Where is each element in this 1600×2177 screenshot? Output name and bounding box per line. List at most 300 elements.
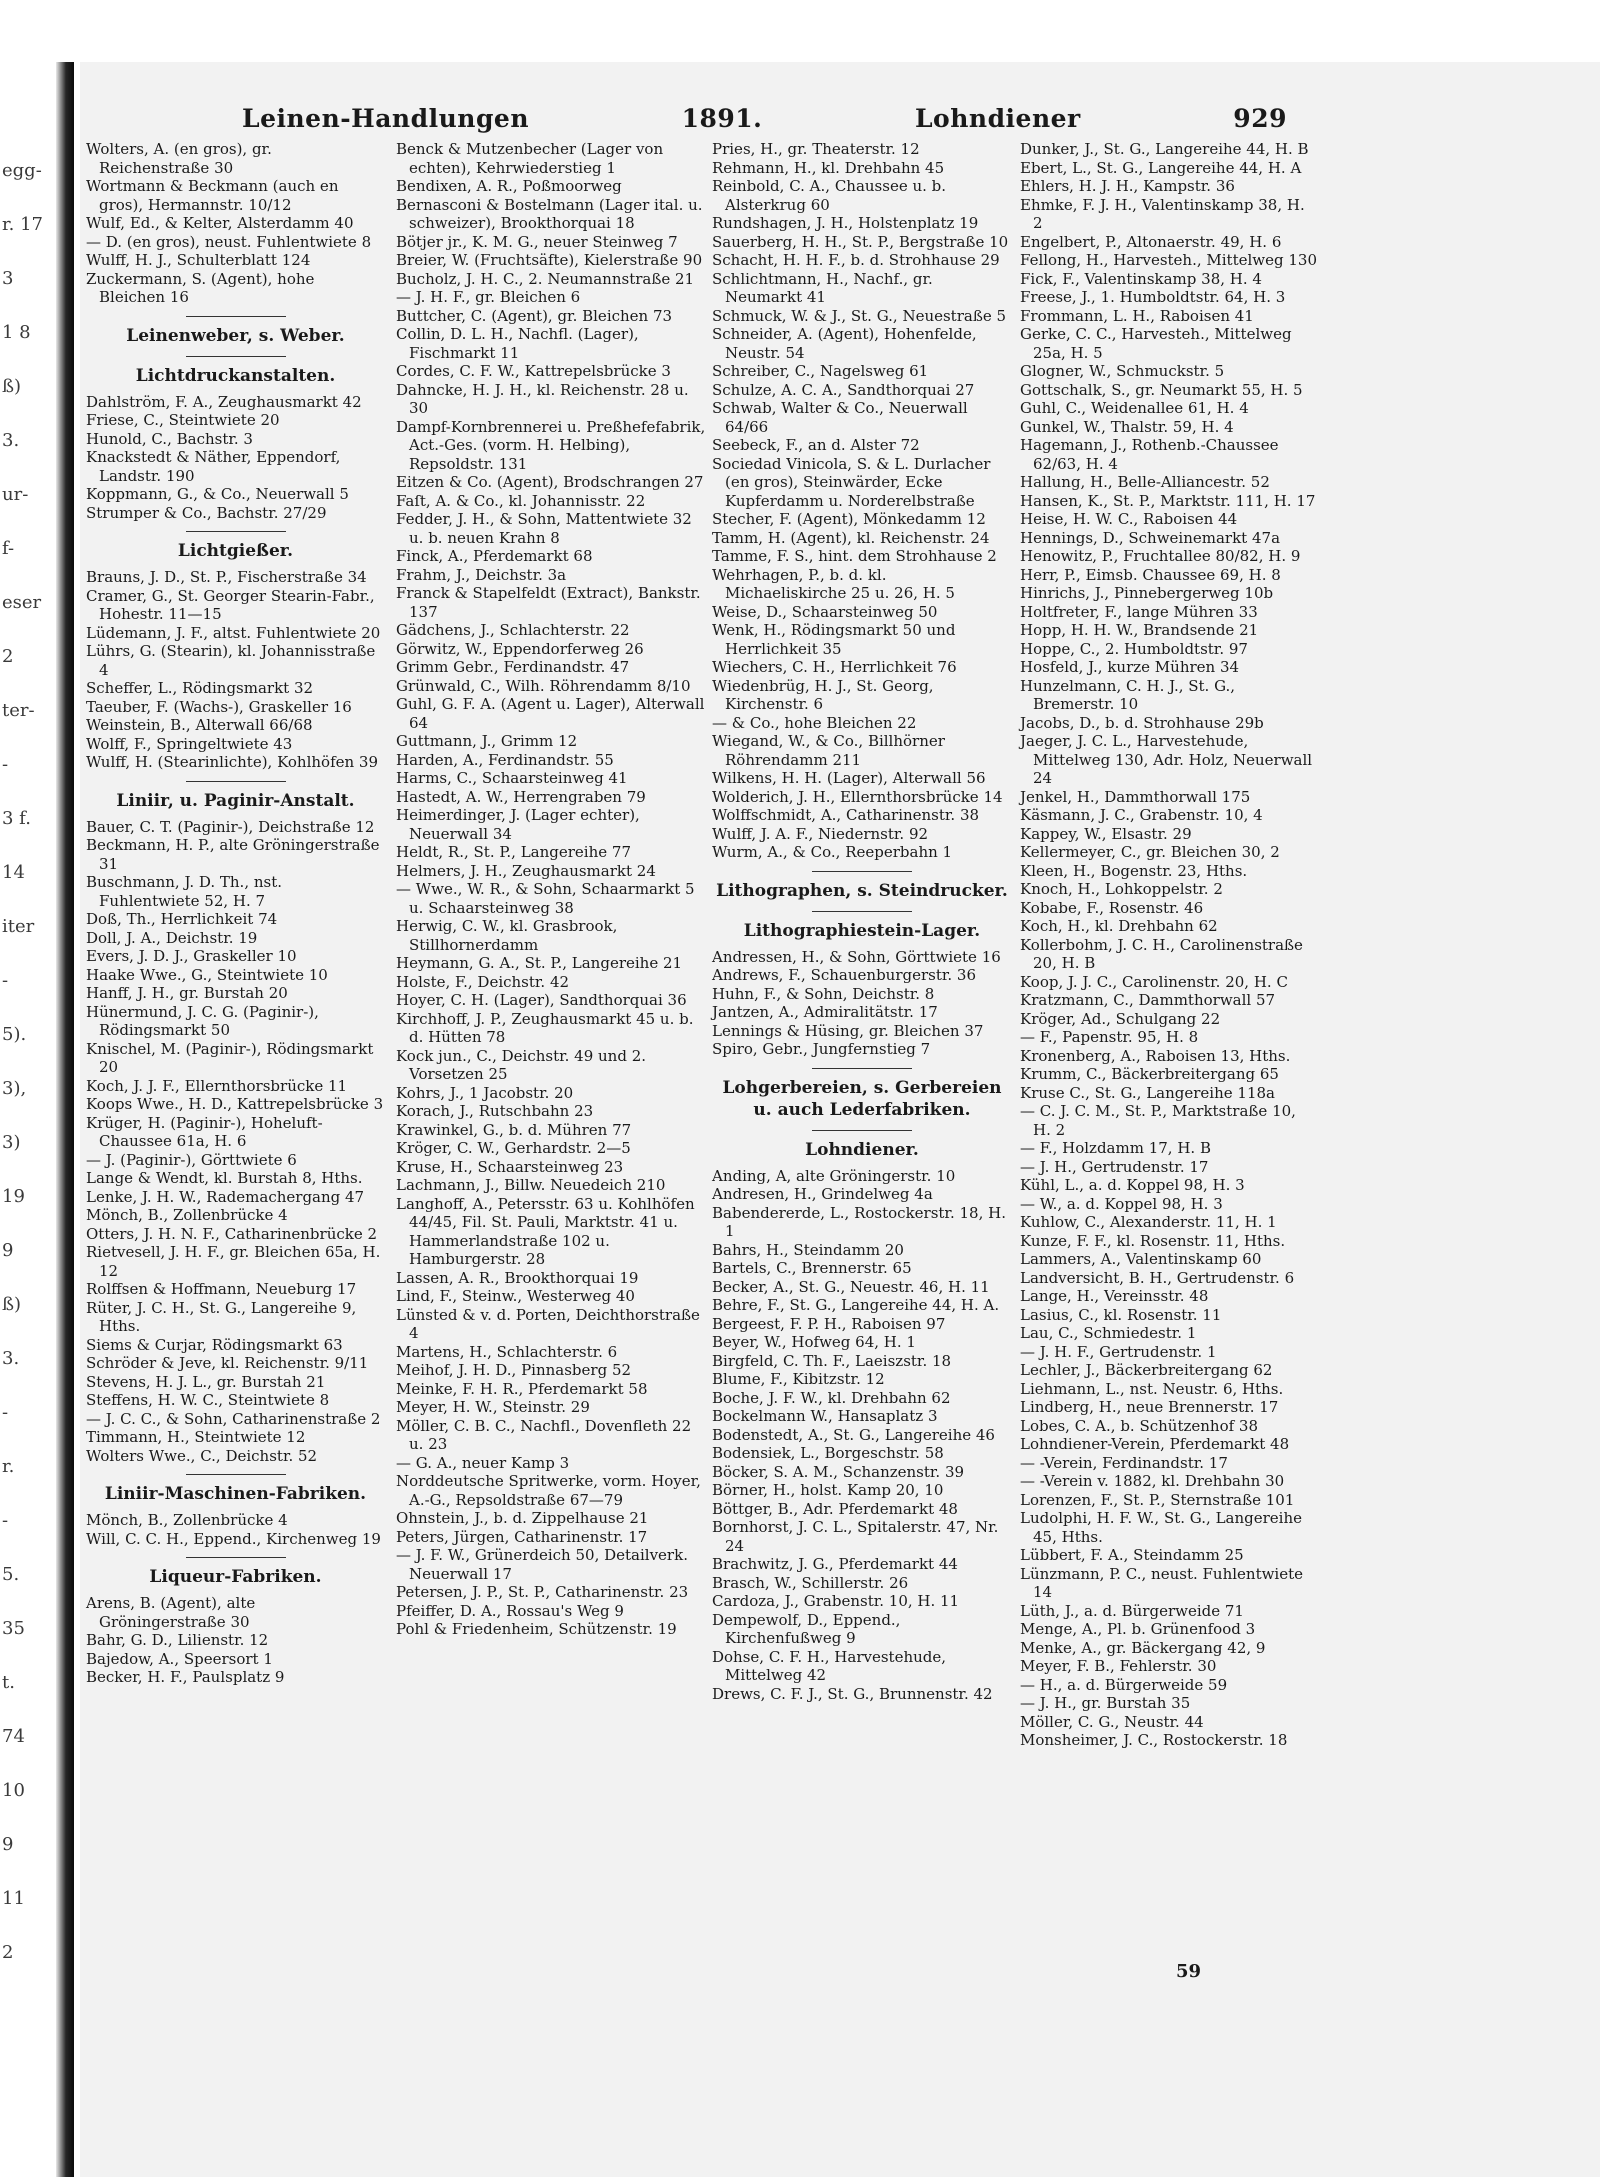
directory-entry: Menke, A., gr. Bäckergang 42, 9 <box>1020 1638 1266 1657</box>
directory-entry: Lenke, J. H. W., Rademachergang 47 <box>86 1187 365 1206</box>
directory-entry: Fellong, H., Harvesteh., Mittelweg 130 <box>1020 251 1317 269</box>
directory-entry: Bernasconi & Bostelmann (Lager ital. u. schweizer), Brookthorquai 18 <box>396 195 703 232</box>
directory-entry: Timmann, H., Steintwiete 12 <box>86 1428 306 1446</box>
column-1 <box>86 140 385 1687</box>
directory-entry: Norddeutsche Spritwerke, vorm. Hoyer, A.-G., Repsoldstraße 67—79 <box>396 1472 701 1509</box>
directory-entry: Knischel, M. (Paginir-), Rödingsmarkt 20 <box>86 1039 374 1076</box>
gutter-fragment: 9 <box>2 1240 14 1261</box>
directory-entry: Seebeck, F., an d. Alster 72 <box>712 436 920 454</box>
directory-entry: Mönch, B., Zollenbrücke 4 <box>86 1511 288 1529</box>
directory-entry: Kellermeyer, C., gr. Bleichen 30, 2 <box>1020 843 1280 861</box>
section-heading: Lohndiener. <box>805 1139 919 1160</box>
directory-entry: Hennings, D., Schweinemarkt 47a <box>1020 528 1281 547</box>
gutter-fragment: 3 <box>2 268 14 289</box>
directory-entry: Möller, C. B. C., Nachfl., Dovenfleth 22 u. 23 <box>396 1416 692 1453</box>
directory-entry: Görwitz, W., Eppendorferweg 26 <box>396 639 644 658</box>
directory-entry: Lassen, A. R., Brookthorquai 19 <box>396 1268 639 1287</box>
directory-entry: Meyer, F. B., Fehlerstr. 30 <box>1020 1657 1217 1675</box>
directory-entry: Ohnstein, J., b. d. Zippelhause 21 <box>396 1509 649 1527</box>
gutter-fragment: 2 <box>2 1942 14 1963</box>
section-divider <box>186 1474 286 1475</box>
directory-entry: Lorenzen, F., St. P., Sternstraße 101 <box>1020 1490 1295 1509</box>
directory-entry: Benck & Mutzenbecher (Lager von echten), Kehrwiederstieg 1 <box>396 140 664 177</box>
directory-entry: Brachwitz, J. G., Pferdemarkt 44 <box>712 1555 958 1573</box>
directory-entry: Bockelmann W., Hansaplatz 3 <box>712 1407 938 1425</box>
directory-entry: Krumm, C., Bäckerbreitergang 65 <box>1020 1065 1279 1083</box>
directory-entry: Helmers, J. H., Zeughausmarkt 24 <box>396 861 656 880</box>
directory-entry: — J. H. F., gr. Bleichen 6 <box>396 288 581 306</box>
directory-entry: Jenkel, H., Dammthorwall 175 <box>1020 787 1251 806</box>
directory-entry: Hinrichs, J., Pinnebergerweg 10b <box>1020 584 1274 602</box>
section-heading: Lichtgießer. <box>177 541 294 561</box>
sheet-number: 59 <box>1176 1961 1202 1982</box>
directory-entry: Bodenstedt, A., St. G., Langereihe 46 <box>712 1425 995 1444</box>
directory-entry: Brauns, J. D., St. P., Fischerstraße 34 <box>86 568 367 586</box>
directory-entry: Frahm, J., Deichstr. 3a <box>396 565 567 584</box>
gutter-fragment: ß) <box>2 1294 22 1315</box>
directory-entry: Bötjer jr., K. M. G., neuer Steinweg 7 <box>396 232 678 251</box>
gutter-fragment: 35 <box>2 1618 25 1639</box>
directory-entry: Andresen, H., Grindelweg 4a <box>712 1185 933 1203</box>
directory-entry: Harms, C., Schaarsteinweg 41 <box>396 769 628 787</box>
directory-entry: Schneider, A. (Agent), Hohenfelde, Neustr. 54 <box>712 325 977 362</box>
directory-entry: Kohrs, J., 1 Jacobstr. 20 <box>396 1083 574 1102</box>
directory-entry: Schröder & Jeve, kl. Reichenstr. 9/11 <box>86 1354 369 1372</box>
directory-entry: Dahlström, F. A., Zeughausmarkt 42 <box>86 392 362 411</box>
directory-entry: Böcker, S. A. M., Schanzenstr. 39 <box>712 1462 965 1481</box>
directory-entry: Haake Wwe., G., Steintwiete 10 <box>86 965 328 984</box>
directory-entry: Hastedt, A. W., Herrengraben 79 <box>396 787 646 806</box>
section-divider <box>186 356 286 357</box>
directory-entry: Strumper & Co., Bachstr. 27/29 <box>86 503 327 522</box>
directory-entry: Evers, J. D. J., Graskeller 10 <box>86 947 297 965</box>
directory-entry: Freese, J., 1. Humboldtstr. 64, H. 3 <box>1020 288 1286 306</box>
directory-entry: Kronenberg, A., Raboisen 13, Hths. <box>1020 1046 1291 1065</box>
directory-entry: Dohse, C. F. H., Harvestehude, Mittelweg 42 <box>712 1647 947 1684</box>
directory-entry: Lammers, A., Valentinskamp 60 <box>1020 1250 1262 1268</box>
directory-entry: Menge, A., Pl. b. Grünenfood 3 <box>1020 1620 1256 1638</box>
directory-entry: Buttcher, C. (Agent), gr. Bleichen 73 <box>396 306 673 325</box>
directory-entry: Bartels, C., Brennerstr. 65 <box>712 1259 912 1277</box>
directory-entry: Siems & Curjar, Rödingsmarkt 63 <box>86 1335 343 1354</box>
gutter-fragment: 19 <box>2 1186 25 1207</box>
directory-entry: Kollerbohm, J. C. H., Carolinenstraße 20, H. B <box>1020 935 1303 972</box>
directory-entry: Gottschalk, S., gr. Neumarkt 55, H. 5 <box>1020 380 1303 399</box>
directory-entry: Huhn, F., & Sohn, Deichstr. 8 <box>712 984 935 1003</box>
directory-entry: Meihof, J. H. D., Pinnasberg 52 <box>396 1361 632 1379</box>
directory-entry: Wolters, A. (en gros), gr. Reichenstraße 30 <box>86 140 272 177</box>
directory-entry: — F., Papenstr. 95, H. 8 <box>1020 1028 1199 1046</box>
directory-entry: Koops Wwe., H. D., Kattrepelsbrücke 3 <box>86 1095 384 1113</box>
directory-entry: Krüger, H. (Paginir-), Hoheluft-Chaussee 61a, H. 6 <box>86 1113 323 1150</box>
section-divider <box>186 531 286 532</box>
directory-entry: Bodensiek, L., Borgeschstr. 58 <box>712 1444 944 1462</box>
directory-entry: Lübbert, F. A., Steindamm 25 <box>1020 1546 1244 1564</box>
directory-entry: Breier, W. (Fruchtsäfte), Kielerstraße 90 <box>396 251 703 269</box>
directory-entry: — J. H., gr. Burstah 35 <box>1020 1694 1191 1712</box>
directory-entry: Jacobs, D., b. d. Strohhause 29b <box>1020 713 1264 732</box>
previous-page-gutter <box>0 0 56 2177</box>
directory-entry: Weise, D., Schaarsteinweg 50 <box>712 602 938 621</box>
directory-entry: Rundshagen, J. H., Holstenplatz 19 <box>712 214 979 232</box>
directory-entry: Möller, C. G., Neustr. 44 <box>1020 1712 1204 1731</box>
directory-entry: Wilkens, H. H. (Lager), Alterwall 56 <box>712 769 986 787</box>
gutter-fragment: 3. <box>2 430 20 451</box>
directory-entry: Rietvesell, J. H. F., gr. Bleichen 65a, H. 12 <box>86 1243 381 1280</box>
gutter-fragment: - <box>2 1510 9 1531</box>
directory-entry: — C. J. C. M., St. P., Marktstraße 10, H. 2 <box>1020 1102 1296 1139</box>
header-page-number: 929 <box>1233 104 1287 133</box>
directory-entry: Koppmann, G., & Co., Neuerwall 5 <box>86 485 349 503</box>
directory-entry: — J. C. C., & Sohn, Catharinenstraße 2 <box>86 1409 381 1428</box>
directory-entry: — -Verein, Ferdinandstr. 17 <box>1020 1453 1228 1472</box>
directory-entry: — J. H. F., Gertrudenstr. 1 <box>1020 1342 1217 1361</box>
directory-entry: Grünwald, C., Wilh. Röhrendamm 8/10 <box>396 676 691 695</box>
directory-entry: Lachmann, J., Billw. Neuedeich 210 <box>396 1176 666 1194</box>
directory-entry: Wolff, F., Springeltwiete 43 <box>86 734 293 753</box>
directory-entry: Gerke, C. C., Harvesteh., Mittelweg 25a, H. 5 <box>1020 325 1292 362</box>
directory-entry: Wortmann & Beckmann (auch en gros), Hermannstr. 10/12 <box>86 177 339 214</box>
directory-entry: Beckmann, H. P., alte Gröningerstraße 31 <box>86 836 380 873</box>
directory-entry: Stevens, H. J. L., gr. Burstah 21 <box>86 1372 326 1391</box>
gutter-fragment: 11 <box>2 1888 25 1909</box>
directory-entry: Will, C. C. H., Eppend., Kirchenweg 19 <box>86 1529 381 1548</box>
directory-entry: Gunkel, W., Thalstr. 59, H. 4 <box>1020 417 1234 436</box>
directory-entry: Wolderich, J. H., Ellernthorsbrücke 14 <box>712 787 1003 806</box>
gutter-fragment: 3. <box>2 1348 20 1369</box>
directory-entry: Monsheimer, J. C., Rostockerstr. 18 <box>1020 1731 1288 1749</box>
gutter-fragment: 5. <box>2 1564 20 1585</box>
directory-entry: Fick, F., Valentinskamp 38, H. 4 <box>1020 269 1262 288</box>
directory-entry: Lüth, J., a. d. Bürgerweide 71 <box>1020 1601 1244 1620</box>
directory-entry: Brasch, W., Schillerstr. 26 <box>712 1573 909 1592</box>
section-divider <box>186 1557 286 1558</box>
gutter-fragment: - <box>2 754 9 775</box>
directory-entry: Böttger, B., Adr. Pferdemarkt 48 <box>712 1499 958 1518</box>
directory-entry: Bendixen, A. R., Poßmoorweg <box>396 177 622 195</box>
directory-entry: — W., a. d. Koppel 98, H. 3 <box>1020 1194 1223 1213</box>
directory-entry: Kühl, L., a. d. Koppel 98, H. 3 <box>1020 1176 1245 1194</box>
gutter-fragment: iter <box>2 916 35 937</box>
gutter-fragment: 1 8 <box>2 322 31 343</box>
gutter-fragment: 10 <box>2 1780 25 1801</box>
directory-entry: Harden, A., Ferdinandstr. 55 <box>396 750 614 769</box>
directory-entry: Kröger, C. W., Gerhardstr. 2—5 <box>396 1139 631 1157</box>
directory-entry: — F., Holzdamm 17, H. B <box>1020 1139 1211 1157</box>
directory-entry: Meyer, H. W., Steinstr. 29 <box>396 1398 590 1416</box>
directory-entry: Koch, H., kl. Drehbahn 62 <box>1020 917 1218 935</box>
directory-entry: Friese, C., Steintwiete 20 <box>86 411 280 429</box>
directory-entry: Fedder, J. H., & Sohn, Mattentwiete 32 u. b. neuen Krahn 8 <box>396 510 692 547</box>
directory-entry: Eitzen & Co. (Agent), Brodschrangen 27 <box>396 473 704 491</box>
directory-entry: Schwab, Walter & Co., Neuerwall 64/66 <box>712 399 968 436</box>
directory-entry: Franck & Stapelfeldt (Extract), Bankstr. 137 <box>396 584 701 621</box>
directory-entry: Anding, A, alte Gröningerstr. 10 <box>712 1166 956 1185</box>
running-header <box>242 104 1287 138</box>
directory-entry: Zuckermann, S. (Agent), hohe Bleichen 16 <box>86 269 315 306</box>
gutter-fragment: r. 17 <box>2 214 43 235</box>
section-heading: Lichtdruckanstalten. <box>135 365 336 386</box>
directory-entry: Wiechers, C. H., Herrlichkeit 76 <box>712 658 957 676</box>
directory-entry: Arens, B. (Agent), alte Gröningerstraße 30 <box>86 1594 256 1631</box>
directory-entry: Meinke, F. H. R., Pferdemarkt 58 <box>396 1379 648 1398</box>
directory-entry: Pries, H., gr. Theaterstr. 12 <box>712 140 920 158</box>
directory-entry: Wolffschmidt, A., Catharinenstr. 38 <box>712 806 980 824</box>
directory-entry: — J. F. W., Grünerdeich 50, Detailverk. Neuerwall 17 <box>396 1546 688 1583</box>
directory-entry: Jaeger, J. C. L., Harvestehude, Mittelweg 130, Adr. Holz, Neuerwall 24 <box>1020 732 1313 787</box>
gutter-fragment: 3), <box>2 1078 27 1099</box>
directory-entry: Kuhlow, C., Alexanderstr. 11, H. 1 <box>1020 1213 1277 1231</box>
directory-entry: Hoyer, C. H. (Lager), Sandthorquai 36 <box>396 991 687 1009</box>
gutter-fragment: 74 <box>2 1726 25 1747</box>
directory-entry: Otters, J. H. N. F., Catharinenbrücke 2 <box>86 1224 378 1243</box>
directory-entry: Lohndiener-Verein, Pferdemarkt 48 <box>1020 1435 1290 1453</box>
directory-entry: Beyer, W., Hofweg 64, H. 1 <box>712 1333 916 1351</box>
directory-entry: Wulff, H. (Stearinlichte), Kohlhöfen 39 <box>86 753 379 771</box>
column-2 <box>396 140 708 1639</box>
directory-entry: Kappey, W., Elsastr. 29 <box>1020 824 1192 843</box>
section-heading: Lohgerbereien, s. Gerbereien u. auch Lederfabriken. <box>722 1077 1002 1120</box>
directory-entry: Hunold, C., Bachstr. 3 <box>86 429 253 448</box>
section-heading: Liqueur-Fabriken. <box>149 1567 322 1587</box>
section-heading: Leinenweber, s. Weber. <box>126 325 345 346</box>
directory-entry: Holtfreter, F., lange Mühren 33 <box>1020 602 1258 621</box>
directory-entry: Langhoff, A., Petersstr. 63 u. Kohlhöfen 44/45, Fil. St. Pauli, Marktstr. 41 u. Hammerlandstraße 102 u. Hamburgerstr. 28 <box>396 1194 695 1268</box>
directory-entry: Tamme, F. S., hint. dem Strohhause 2 <box>712 547 997 565</box>
directory-entry: Heldt, R., St. P., Langereihe 77 <box>396 843 631 861</box>
directory-entry: Andressen, H., & Sohn, Görttwiete 16 <box>712 947 1001 966</box>
directory-entry: Hallung, H., Belle-Alliancestr. 52 <box>1020 473 1270 491</box>
directory-entry: Schacht, H. H. F., b. d. Strohhause 29 <box>712 251 1000 269</box>
directory-entry: Herwig, C. W., kl. Grasbrook, Stillhornerdamm <box>396 917 618 954</box>
section-heading: Liniir-Maschinen-Fabriken. <box>104 1484 367 1504</box>
directory-entry: — D. (en gros), neust. Fuhlentwiete 8 <box>86 232 372 251</box>
directory-entry: Rüter, J. C. H., St. G., Langereihe 9, Hths. <box>86 1298 357 1335</box>
directory-entry: Guttmann, J., Grimm 12 <box>396 732 578 750</box>
directory-entry: Schlichtmann, H., Nachf., gr. Neumarkt 41 <box>712 269 933 306</box>
directory-entry: Hosfeld, J., kurze Mühren 34 <box>1020 658 1240 676</box>
directory-entry: Hanff, J. H., gr. Burstah 20 <box>86 984 288 1002</box>
directory-entry: Blume, F., Kibitzstr. 12 <box>712 1370 885 1388</box>
directory-entry: — G. A., neuer Kamp 3 <box>396 1453 570 1472</box>
directory-entry: Liehmann, L., nst. Neustr. 6, Hths. <box>1020 1379 1284 1398</box>
directory-entry: — J. H., Gertrudenstr. 17 <box>1020 1157 1209 1176</box>
directory-entry: Lünzmann, P. C., neust. Fuhlentwiete 14 <box>1020 1564 1304 1601</box>
header-section-left: Leinen-Handlungen <box>242 104 530 133</box>
directory-entry: Heymann, G. A., St. P., Langereihe 21 <box>396 954 683 972</box>
directory-entry: Bauer, C. T. (Paginir-), Deichstraße 12 <box>86 817 375 836</box>
directory-entry: Kruse C., St. G., Langereihe 118a <box>1020 1083 1275 1102</box>
directory-entry: Weinstein, B., Alterwall 66/68 <box>86 716 313 734</box>
directory-entry: Schmuck, W. & J., St. G., Neuestraße 5 <box>712 306 1007 325</box>
gutter-fragment: ter- <box>2 700 35 721</box>
directory-entry: Becker, A., St. G., Neuestr. 46, H. 11 <box>712 1277 990 1296</box>
directory-entry: Lange & Wendt, kl. Burstah 8, Hths. <box>86 1169 363 1187</box>
directory-entry: Lüdemann, J. F., altst. Fuhlentwiete 20 <box>86 623 381 642</box>
column-3 <box>712 140 1012 1703</box>
gutter-fragment: 3) <box>2 1132 21 1153</box>
directory-entry: Krawinkel, G., b. d. Mühren 77 <box>396 1120 632 1139</box>
directory-entry: Gädchens, J., Schlachterstr. 22 <box>396 621 630 639</box>
directory-entry: Steffens, H. W. C., Steintwiete 8 <box>86 1391 330 1409</box>
directory-entry: Kruse, H., Schaarsteinweg 23 <box>396 1157 624 1176</box>
directory-entry: Scheffer, L., Rödingsmarkt 32 <box>86 679 314 697</box>
directory-entry: Behre, F., St. G., Langereihe 44, H. A. <box>712 1296 1000 1314</box>
directory-entry: Babendererde, L., Rostockerstr. 18, H. 1 <box>712 1203 1006 1240</box>
directory-entry: Grimm Gebr., Ferdinandstr. 47 <box>396 658 630 676</box>
directory-entry: Knoch, H., Lohkoppelstr. 2 <box>1020 880 1223 898</box>
section-heading: Lithographiestein-Lager. <box>743 920 981 941</box>
directory-entry: Lind, F., Steinw., Westerweg 40 <box>396 1287 635 1305</box>
directory-entry: Pfeiffer, D. A., Rossau's Weg 9 <box>396 1601 624 1620</box>
directory-entry: Jantzen, A., Admiralitätstr. 17 <box>712 1003 938 1021</box>
directory-entry: Wehrhagen, P., b. d. kl. Michaeliskirche 25 u. 26, H. 5 <box>712 565 955 602</box>
directory-entry: Ehmke, F. J. H., Valentinskamp 38, H. 2 <box>1020 195 1305 232</box>
directory-entry: Hünermund, J. C. G. (Paginir-), Rödingsmarkt 50 <box>86 1002 319 1039</box>
directory-entry: Henowitz, P., Fruchtallee 80/82, H. 9 <box>1020 547 1301 565</box>
directory-entry: Becker, H. F., Paulsplatz 9 <box>86 1668 285 1686</box>
directory-entry: Schulze, A. C. A., Sandthorquai 27 <box>712 380 975 399</box>
section-divider <box>812 1068 912 1069</box>
directory-entry: Kock jun., C., Deichstr. 49 und 2. Vorsetzen 25 <box>396 1046 647 1083</box>
directory-entry: Drews, C. F. J., St. G., Brunnenstr. 42 <box>712 1684 993 1703</box>
directory-entry: Lau, C., Schmiedestr. 1 <box>1020 1324 1197 1342</box>
header-year: 1891. <box>681 104 763 133</box>
directory-entry: Wenk, H., Rödingsmarkt 50 und Herrlichkeit 35 <box>712 621 956 658</box>
directory-entry: Buschmann, J. D. Th., nst. Fuhlentwiete 52, H. 7 <box>86 873 283 910</box>
directory-entry: Cordes, C. F. W., Kattrepelsbrücke 3 <box>396 362 671 380</box>
section-heading: Liniir, u. Paginir-Anstalt. <box>116 790 355 811</box>
directory-entry: Bajedow, A., Speersort 1 <box>86 1649 273 1668</box>
directory-entry: Landversicht, B. H., Gertrudenstr. 6 <box>1020 1268 1295 1287</box>
directory-entry: Holste, F., Deichstr. 42 <box>396 972 570 991</box>
directory-entry: — & Co., hohe Bleichen 22 <box>712 713 917 732</box>
gutter-fragment: f- <box>2 538 15 559</box>
directory-entry: Lechler, J., Bäckerbreitergang 62 <box>1020 1361 1273 1379</box>
directory-entry: Dampf-Kornbrennerei u. Preßhefefabrik, Act.-Ges. (vorm. H. Helbing), Repsoldstr. 131 <box>396 417 706 473</box>
directory-entry: Engelbert, P., Altonaerstr. 49, H. 6 <box>1020 232 1282 251</box>
directory-entry: — J. (Paginir-), Görttwiete 6 <box>86 1150 297 1169</box>
directory-entry: Andrews, F., Schauenburgerstr. 36 <box>712 966 977 984</box>
directory-entry: Dahncke, H. J. H., kl. Reichenstr. 28 u. 30 <box>396 380 689 417</box>
directory-entry: Lasius, C., kl. Rosenstr. 11 <box>1020 1305 1222 1324</box>
directory-entry: Sauerberg, H. H., St. P., Bergstraße 10 <box>712 232 1009 251</box>
directory-entry: Herr, P., Eimsb. Chaussee 69, H. 8 <box>1020 565 1281 584</box>
directory-entry: Lührs, G. (Stearin), kl. Johannisstraße 4 <box>86 642 376 679</box>
directory-entry: Martens, H., Schlachterstr. 6 <box>396 1342 618 1361</box>
directory-entry: Ebert, L., St. G., Langereihe 44, H. A <box>1020 158 1302 177</box>
gutter-fragment: egg- <box>2 160 42 181</box>
directory-entry: Hansen, K., St. P., Marktstr. 111, H. 17 <box>1020 491 1316 510</box>
directory-entry: Bahrs, H., Steindamm 20 <box>712 1240 904 1259</box>
directory-entry: Boche, J. F. W., kl. Drehbahn 62 <box>712 1388 951 1407</box>
directory-entry: Lennings & Hüsing, gr. Bleichen 37 <box>712 1021 984 1040</box>
directory-entry: — H., a. d. Bürgerweide 59 <box>1020 1675 1228 1694</box>
directory-entry: Wiedenbrüg, H. J., St. Georg, Kirchenstr. 6 <box>712 676 934 713</box>
directory-entry: Hoppe, C., 2. Humboldtstr. 97 <box>1020 639 1248 658</box>
directory-entry: Birgfeld, C. Th. F., Laeiszstr. 18 <box>712 1351 952 1370</box>
directory-entry: Peters, Jürgen, Catharinenstr. 17 <box>396 1527 648 1546</box>
directory-entry: Kleen, H., Bogenstr. 23, Hths. <box>1020 861 1248 880</box>
directory-entry: Wulff, J. A. F., Niedernstr. 92 <box>712 824 929 843</box>
section-divider <box>812 911 912 912</box>
directory-entry: Glogner, W., Schmuckstr. 5 <box>1020 362 1225 380</box>
directory-entry: Sociedad Vinicola, S. & L. Durlacher (en gros), Steinwärder, Ecke Kupferdamm u. Norderelbstraße <box>712 454 991 510</box>
directory-entry: Heimerdinger, J. (Lager echter), Neuerwall 34 <box>396 806 640 843</box>
directory-entry: Bucholz, J. H. C., 2. Neumannstraße 21 <box>396 269 695 288</box>
directory-entry: Hunzelmann, C. H. J., St. G., Bremerstr. 10 <box>1020 676 1236 713</box>
directory-entry: Ludolphi, H. F. W., St. G., Langereihe 45, Hths. <box>1020 1509 1302 1546</box>
directory-entry: Pohl & Friedenheim, Schützenstr. 19 <box>396 1620 677 1638</box>
section-heading: Lithographen, s. Steindrucker. <box>716 880 1008 901</box>
gutter-fragment: ß) <box>2 376 22 397</box>
directory-entry: Ehlers, H. J. H., Kampstr. 36 <box>1020 177 1235 195</box>
directory-entry: Wolters Wwe., C., Deichstr. 52 <box>86 1446 318 1465</box>
gutter-fragment: 5). <box>2 1024 27 1045</box>
directory-entry: Wulf, Ed., & Kelter, Alsterdamm 40 <box>86 214 354 232</box>
directory-entry: Collin, D. L. H., Nachfl. (Lager), Fischmarkt 11 <box>396 325 639 362</box>
directory-entry: Taeuber, F. (Wachs-), Graskeller 16 <box>86 697 352 716</box>
gutter-fragment: 14 <box>2 862 25 883</box>
directory-entry: Faſt, A. & Co., kl. Johannisstr. 22 <box>396 491 646 510</box>
directory-entry: Rolffsen & Hoffmann, Neueburg 17 <box>86 1280 357 1298</box>
directory-entry: Lindberg, H., neue Brennerstr. 17 <box>1020 1398 1279 1416</box>
directory-entry: Spiro, Gebr., Jungfernstieg 7 <box>712 1040 931 1058</box>
directory-entry: Knackstedt & Näther, Eppendorf, Landstr. 190 <box>86 448 341 485</box>
directory-entry: Guhl, G. F. A. (Agent u. Lager), Alterwall 64 <box>396 695 705 732</box>
directory-entry: Bornhorst, J. C. L., Spitalerstr. 47, Nr. 24 <box>712 1518 999 1555</box>
directory-entry: Reinbold, C. A., Chaussee u. b. Alsterkrug 60 <box>712 177 947 214</box>
gutter-fragment: 3 f. <box>2 808 31 829</box>
section-divider <box>186 781 286 782</box>
directory-entry: Cramer, G., St. Georger Stearin-Fabr., Hohestr. 11—15 <box>86 586 375 623</box>
directory-entry: Tamm, H. (Agent), kl. Reichenstr. 24 <box>712 528 990 547</box>
directory-entry: Kunze, F. F., kl. Rosenstr. 11, Hths. <box>1020 1231 1286 1250</box>
directory-entry: Schreiber, C., Nagelsweg 61 <box>712 362 929 380</box>
directory-entry: Guhl, C., Weidenallee 61, H. 4 <box>1020 399 1249 417</box>
directory-entry: Hagemann, J., Rothenb.-Chaussee 62/63, H. 4 <box>1020 436 1279 473</box>
directory-entry: Kratzmann, C., Dammthorwall 57 <box>1020 991 1276 1009</box>
directory-entry: Rehmann, H., kl. Drehbahn 45 <box>712 158 945 177</box>
gutter-fragment: t. <box>2 1672 15 1693</box>
gutter-fragment: - <box>2 970 9 991</box>
directory-entry: Kobabe, F., Rosenstr. 46 <box>1020 898 1204 917</box>
gutter-fragment: - <box>2 1402 9 1423</box>
directory-entry: Lobes, C. A., b. Schützenhof 38 <box>1020 1416 1259 1435</box>
directory-entry: Cardoza, J., Grabenstr. 10, H. 11 <box>712 1592 960 1610</box>
directory-entry: Korach, J., Rutschbahn 23 <box>396 1102 594 1120</box>
section-divider <box>186 316 286 317</box>
directory-entry: Dempewolf, D., Eppend., Kirchenfußweg 9 <box>712 1610 901 1647</box>
directory-entry: Wulff, H. J., Schulterblatt 124 <box>86 251 311 269</box>
directory-entry: Bahr, G. D., Lilienstr. 12 <box>86 1631 269 1649</box>
directory-entry: Lange, H., Vereinsstr. 48 <box>1020 1287 1209 1305</box>
gutter-fragment: 2 <box>2 646 14 667</box>
directory-entry: Koop, J. J. C., Carolinenstr. 20, H. C <box>1020 972 1288 991</box>
directory-entry: Wurm, A., & Co., Reeperbahn 1 <box>712 843 953 861</box>
directory-entry: Hopp, H. H. W., Brandsende 21 <box>1020 621 1259 639</box>
directory-entry: Wiegand, W., & Co., Billhörner Röhrendamm 211 <box>712 732 945 769</box>
scan-binding-edge <box>56 62 74 2177</box>
directory-entry: Mönch, B., Zollenbrücke 4 <box>86 1206 288 1224</box>
header-section-right: Lohndiener <box>914 104 1081 133</box>
directory-entry: Doll, J. A., Deichstr. 19 <box>86 928 258 947</box>
directory-entry: Frommann, L. H., Raboisen 41 <box>1020 306 1254 325</box>
section-divider <box>812 871 912 872</box>
directory-entry: Kröger, Ad., Schulgang 22 <box>1020 1009 1221 1028</box>
gutter-fragment: r. <box>2 1456 15 1477</box>
directory-entry: Heise, H. W. C., Raboisen 44 <box>1020 510 1238 528</box>
